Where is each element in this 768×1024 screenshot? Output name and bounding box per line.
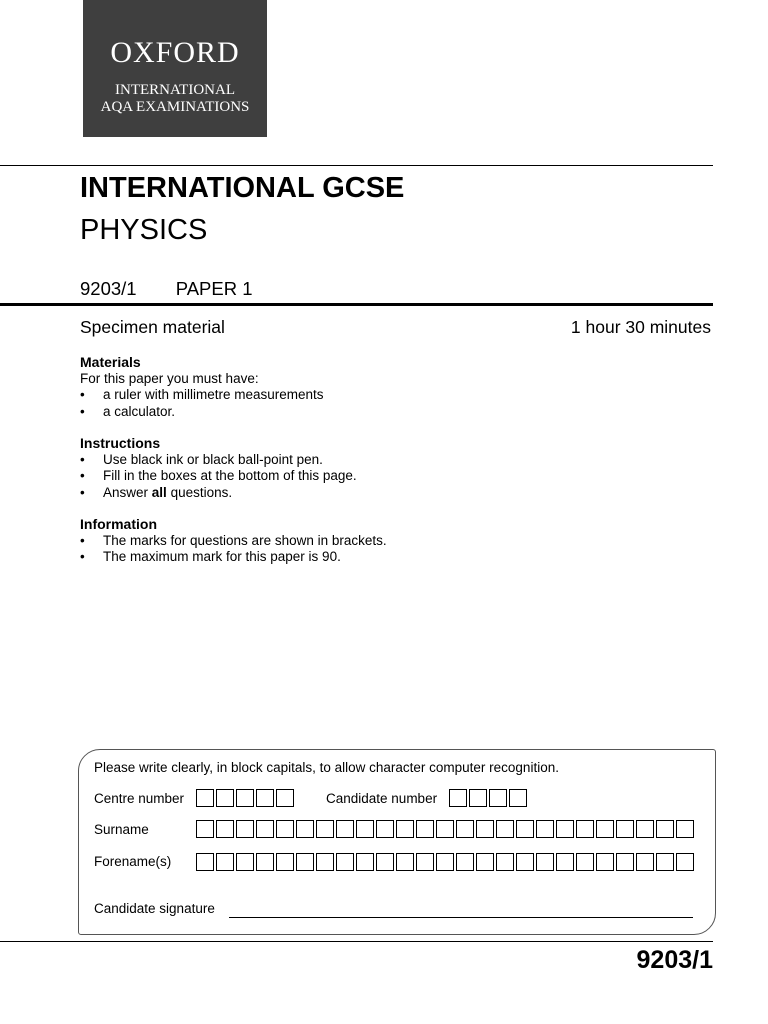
logo-line1: INTERNATIONAL [115, 82, 235, 98]
character-box[interactable] [376, 853, 394, 871]
character-box[interactable] [516, 853, 534, 871]
character-box[interactable] [196, 820, 214, 838]
character-box[interactable] [416, 853, 434, 871]
character-box[interactable] [496, 853, 514, 871]
character-box[interactable] [276, 820, 294, 838]
list-item: • a calculator. [80, 404, 324, 421]
character-box[interactable] [436, 820, 454, 838]
character-box[interactable] [476, 820, 494, 838]
materials-heading: Materials [80, 354, 141, 370]
character-box[interactable] [456, 853, 474, 871]
specimen-label: Specimen material [80, 317, 225, 337]
character-box[interactable] [596, 853, 614, 871]
character-box[interactable] [316, 853, 334, 871]
logo-subtitle [83, 82, 267, 116]
character-box[interactable] [676, 853, 694, 871]
footer-paper-code: 9203/1 [636, 946, 713, 974]
answer-suffix: questions. [170, 484, 233, 500]
character-box[interactable] [489, 789, 507, 807]
character-box[interactable] [476, 853, 494, 871]
character-box[interactable] [556, 853, 574, 871]
character-box[interactable] [256, 789, 274, 807]
surname-label: Surname [94, 822, 149, 837]
character-box[interactable] [256, 853, 274, 871]
character-box[interactable] [616, 820, 634, 838]
information-list [80, 533, 387, 566]
list-item: • The marks for questions are shown in brackets. [80, 533, 387, 550]
character-box[interactable] [496, 820, 514, 838]
materials-list [80, 387, 324, 420]
character-box[interactable] [256, 820, 274, 838]
form-notice: Please write clearly, in block capitals, to allow character computer recognition. [94, 760, 559, 775]
character-box[interactable] [336, 853, 354, 871]
paper-code-line [80, 278, 253, 300]
oxford-aqa-logo [83, 0, 267, 137]
bottom-divider [0, 941, 713, 942]
character-box[interactable] [449, 789, 467, 807]
list-item: • Fill in the boxes at the bottom of this page. [80, 468, 357, 485]
character-box[interactable] [456, 820, 474, 838]
list-item: • Use black ink or black ball-point pen. [80, 452, 357, 469]
character-box[interactable] [636, 820, 654, 838]
character-box[interactable] [216, 820, 234, 838]
header-divider [0, 303, 713, 306]
character-box[interactable] [596, 820, 614, 838]
materials-intro: For this paper you must have: [80, 370, 259, 386]
character-box[interactable] [416, 820, 434, 838]
character-box[interactable] [196, 853, 214, 871]
instructions-section [80, 435, 357, 501]
centre-number-boxes[interactable] [196, 789, 296, 807]
character-box[interactable] [236, 789, 254, 807]
instructions-heading: Instructions [80, 435, 161, 451]
character-box[interactable] [276, 853, 294, 871]
character-box[interactable] [556, 820, 574, 838]
character-box[interactable] [296, 853, 314, 871]
page-title: INTERNATIONAL GCSE [80, 172, 405, 204]
answer-prefix: Answer [103, 484, 149, 500]
character-box[interactable] [676, 820, 694, 838]
character-box[interactable] [236, 820, 254, 838]
character-box[interactable] [656, 853, 674, 871]
character-box[interactable] [356, 853, 374, 871]
character-box[interactable] [216, 853, 234, 871]
forename-boxes[interactable] [196, 853, 696, 871]
character-box[interactable] [276, 789, 294, 807]
candidate-number-label: Candidate number [326, 791, 438, 806]
character-box[interactable] [436, 853, 454, 871]
character-box[interactable] [296, 820, 314, 838]
character-box[interactable] [396, 820, 414, 838]
paper-code: 9203/1 [80, 278, 137, 299]
character-box[interactable] [196, 789, 214, 807]
centre-number-label: Centre number [94, 791, 185, 806]
subject-title: PHYSICS [80, 214, 208, 246]
character-box[interactable] [616, 853, 634, 871]
forename-label: Forename(s) [94, 854, 172, 869]
character-box[interactable] [216, 789, 234, 807]
materials-section [80, 354, 324, 420]
list-item: • a ruler with millimetre measurements [80, 387, 324, 404]
surname-boxes[interactable] [196, 820, 696, 838]
candidate-number-boxes[interactable] [449, 789, 529, 807]
character-box[interactable] [356, 820, 374, 838]
character-box[interactable] [536, 820, 554, 838]
character-box[interactable] [316, 820, 334, 838]
list-item [80, 485, 357, 502]
character-box[interactable] [469, 789, 487, 807]
character-box[interactable] [516, 820, 534, 838]
character-box[interactable] [236, 853, 254, 871]
character-box[interactable] [396, 853, 414, 871]
character-box[interactable] [376, 820, 394, 838]
exam-duration: 1 hour 30 minutes [570, 317, 711, 337]
character-box[interactable] [636, 853, 654, 871]
instructions-list [80, 452, 357, 502]
information-section [80, 516, 387, 566]
logo-name: OXFORD [110, 36, 240, 69]
character-box[interactable] [576, 853, 594, 871]
character-box[interactable] [336, 820, 354, 838]
character-box[interactable] [576, 820, 594, 838]
paper-number: PAPER 1 [175, 278, 253, 299]
logo-line2: AQA EXAMINATIONS [100, 99, 250, 115]
answer-emphasis: all [151, 484, 167, 500]
information-heading: Information [80, 516, 157, 532]
top-divider [0, 165, 713, 166]
character-box[interactable] [509, 789, 527, 807]
character-box[interactable] [536, 853, 554, 871]
signature-label: Candidate signature [94, 901, 215, 916]
character-box[interactable] [656, 820, 674, 838]
list-item: • The maximum mark for this paper is 90. [80, 549, 387, 566]
signature-line[interactable] [229, 917, 693, 918]
